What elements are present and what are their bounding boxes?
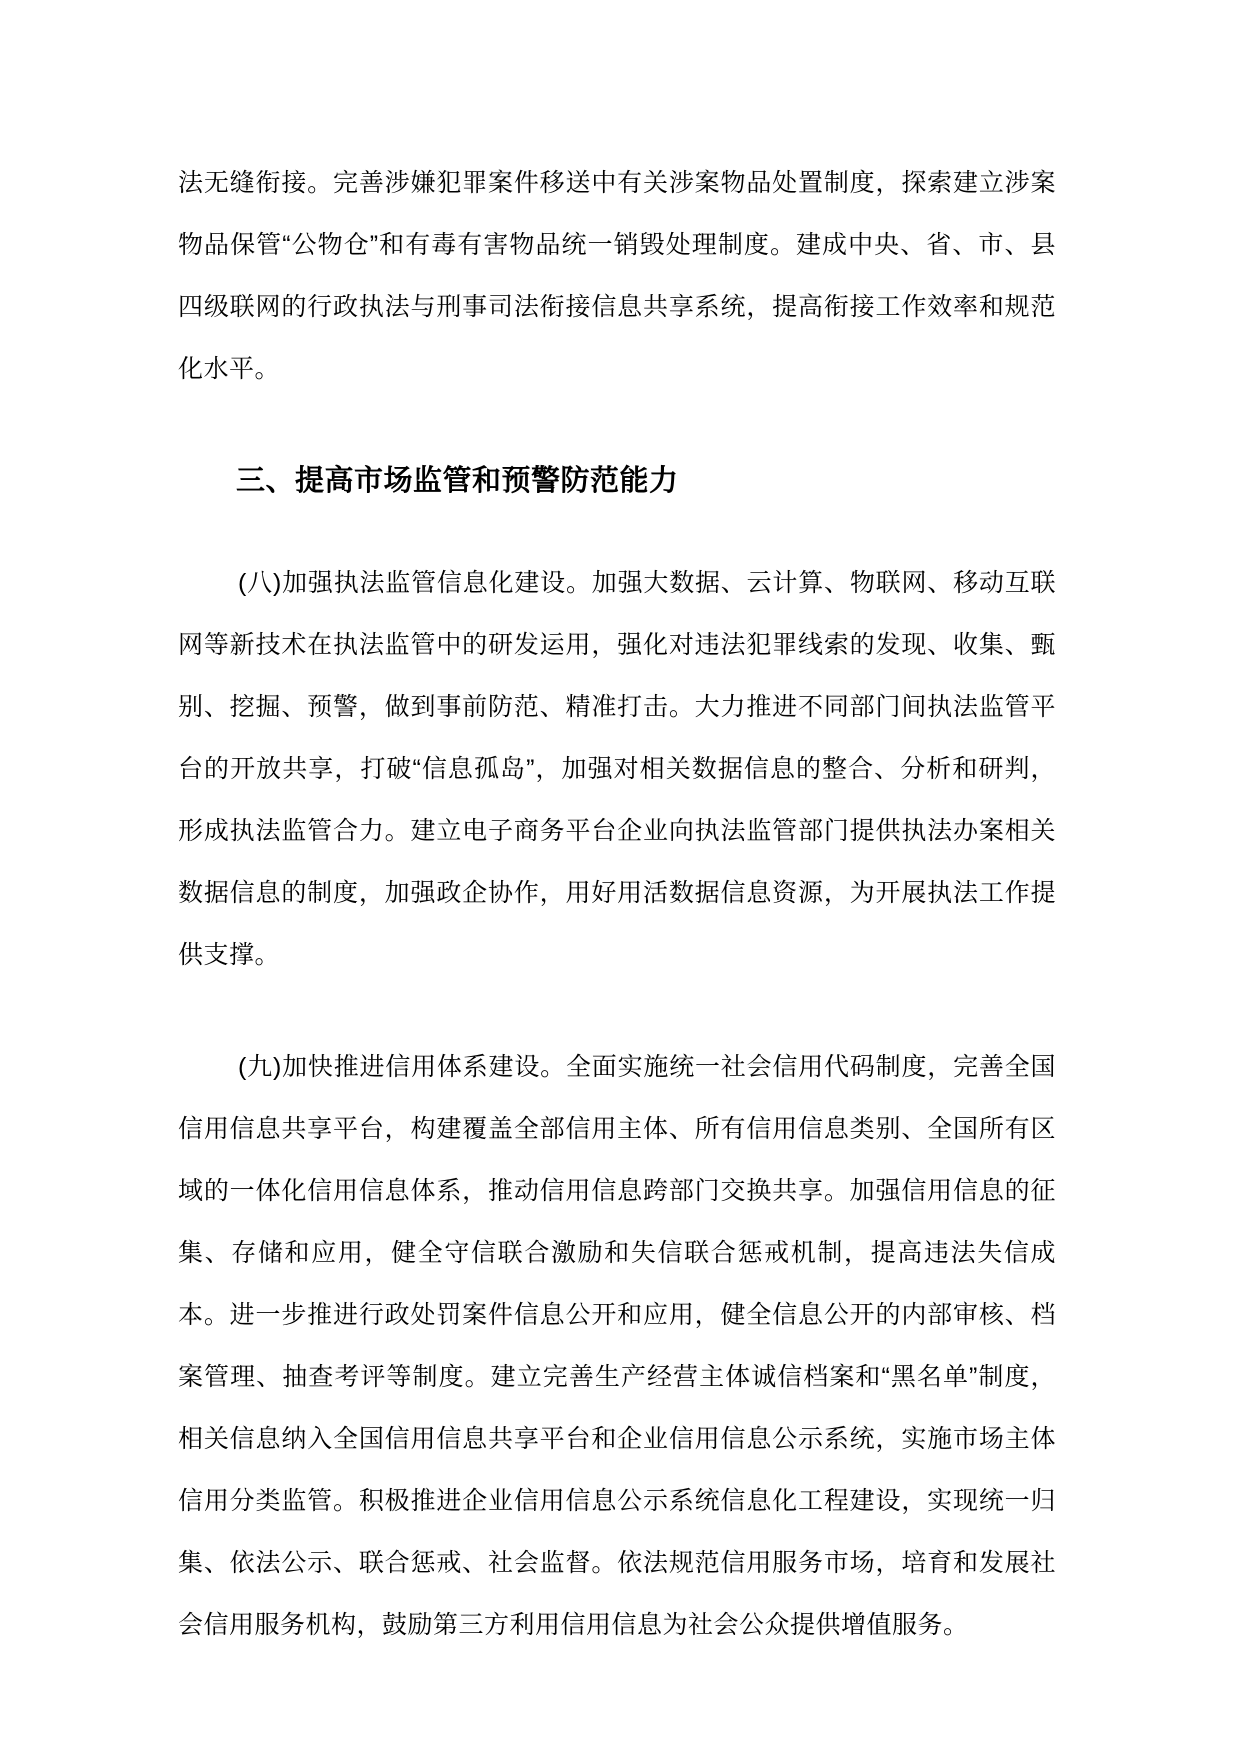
- paragraph-item-9: (九)加快推进信用体系建设。全面实施统一社会信用代码制度，完善全国信用信息共享平台，构建覆盖全部信用主体、所有信用信息类别、全国所有区域的一体化信用信息体系，推动信用信息跨部门交换共享。加强信用信息的征集、存储和应用，健全守信联合激励和失信联合惩戒机制，提高违法失信成本。进一步推进行政处罚案件信息公开和应用，健全信息公开的内部审核、档案管理、抽查考评等制度。建立完善生产经营主体诚信档案和“黑名单”制度，相关信息纳入全国信用信息共享平台和企业信用信息公示系统，实施市场主体信用分类监管。积极推进企业信用信息公示系统信息化工程建设，实现统一归集、依法公示、联合惩戒、社会监督。依法规范信用服务市场，培育和发展社会信用服务机构，鼓励第三方利用信用信息为社会公众提供增值服务。: [178, 1053, 1056, 1639]
- document-content: [178, 152, 1056, 1706]
- section-heading: 三、提高市场监管和预警防范能力: [236, 465, 679, 497]
- paragraph-continuation: 法无缝衔接。完善涉嫌犯罪案件移送中有关涉案物品处置制度，探索建立涉案物品保管“公物仓”和有毒有害物品统一销毁处理制度。建成中央、省、市、县四级联网的行政执法与刑事司法衔接信息共享系统，提高衔接工作效率和规范化水平。: [178, 169, 1056, 383]
- paragraph-item-8: (八)加强执法监管信息化建设。加强大数据、云计算、物联网、移动互联网等新技术在执法监管中的研发运用，强化对违法犯罪线索的发现、收集、甄别、挖掘、预警，做到事前防范、精准打击。大力推进不同部门间执法监管平台的开放共享，打破“信息孤岛”，加强对相关数据信息的整合、分析和研判，形成执法监管合力。建立电子商务平台企业向执法监管部门提供执法办案相关数据信息的制度，加强政企协作，用好用活数据信息资源，为开展执法工作提供支撑。: [178, 569, 1056, 969]
